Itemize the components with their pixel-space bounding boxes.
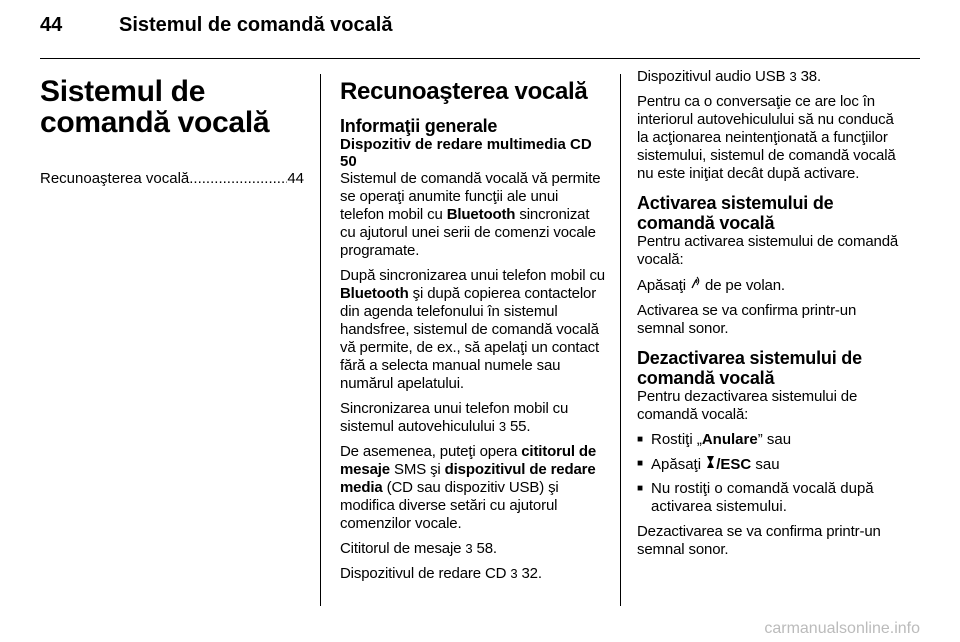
paragraph-pairing-ref: Sincronizarea unui telefon mobil cu sistemul autovehiculului 3 55. <box>340 400 569 435</box>
paragraph-msg-reader-ref: Cititorul de mesaje 3 58. <box>340 540 497 557</box>
paragraph-activate-intro: Pentru activarea sistemului de comandă vocală: <box>637 233 899 268</box>
page-header <box>40 14 920 44</box>
paragraph-cd-ref: Dispozitivul de redare CD 3 32. <box>340 565 542 582</box>
toc-leader-dots <box>189 170 287 188</box>
column-1 <box>40 68 304 188</box>
minor-title: Dispozitiv de redare multimedia CD 50 <box>340 136 592 170</box>
header-divider <box>40 58 920 59</box>
column-divider-2 <box>620 74 621 606</box>
subsection-title: Informaţii generale <box>340 116 498 136</box>
page-ref[interactable]: 32 <box>521 565 538 582</box>
page-ref[interactable]: 55 <box>509 418 527 435</box>
paragraph-deactivate-intro: Pentru dezactivarea sistemului de comandă vocală: <box>637 388 858 423</box>
paragraph-activate-confirm: Activarea se va confirma printr-un semnal sonor. <box>637 302 857 337</box>
page-ref[interactable]: 58 <box>476 540 493 557</box>
paragraph-activation-info: Pentru ca o conversaţie ce are loc în interiorul autovehiculului să nu conducă la acţionarea neintenţionată a funcţiilor sistemului, sistemul de comandă vocală nu este iniţiat decât după activare. <box>637 93 896 182</box>
activate-title: Activarea sistemului de comandă vocală <box>637 193 834 233</box>
watermark: carmanualsonline.info <box>764 620 920 637</box>
paragraph-press-button: Apăsaţi de pe volan. <box>637 277 785 294</box>
page-ref-arrow: 3 <box>789 69 797 84</box>
paragraph-usb-ref: Dispozitivul audio USB 3 38. <box>637 68 822 85</box>
column-3 <box>637 68 903 566</box>
list-item: ■ Rostiţi „Anulare” sau <box>637 431 903 449</box>
page-ref-arrow: 3 <box>498 419 506 434</box>
voice-command-icon <box>690 277 701 294</box>
paragraph-media: De asemenea, puteţi opera cititorul de mesaje SMS şi dispozitivul de redare media (CD sau dispozitiv USB) şi modifica diverse setări cu ajutorul comenzilor vocale. <box>340 443 597 532</box>
paragraph-intro: Sistemul de comandă vocală vă permite se operaţi anumite funcţii ale unui telefon mobil cu Bluetooth sincronizat cu ajutorul unei serii de comenzi vocale programate. <box>340 170 601 259</box>
deactivate-list <box>637 431 903 516</box>
end-call-icon <box>705 456 716 473</box>
paragraph-sync: După sincronizarea unui telefon mobil cu Bluetooth şi după copierea contactelor din agenda telefonului în sistemul handsfree, sistemul de comandă vocală vă permite, de ex., să apelaţi un contact fără a selecta manual numele sau numărul apelatului. <box>340 267 605 392</box>
toc-entry-label: Recunoaşterea vocală <box>40 170 190 187</box>
list-item: ■ Nu rostiţi o comandă vocală după activarea sistemului. <box>637 480 903 516</box>
page-ref-arrow: 3 <box>510 566 518 581</box>
page-number: 44 <box>40 14 63 36</box>
paragraph-deactivate-confirm: Dezactivarea se va confirma printr-un semnal sonor. <box>637 523 881 558</box>
column-divider-1 <box>320 74 321 606</box>
list-item: ■ Apăsaţi /ESC sau <box>637 455 903 474</box>
running-title: Sistemul de comandă vocală <box>119 14 393 36</box>
toc-entry[interactable] <box>40 170 304 188</box>
column-2 <box>340 68 606 590</box>
section-title: Recunoaşterea vocală <box>340 78 588 105</box>
page-ref-arrow: 3 <box>465 541 473 556</box>
toc-entry-page: 44 <box>287 170 304 187</box>
chapter-title: Sistemul de comandă vocală <box>40 75 270 139</box>
page-ref[interactable]: 38 <box>800 68 817 85</box>
deactivate-title: Dezactivarea sistemului de comandă vocală <box>637 348 862 388</box>
